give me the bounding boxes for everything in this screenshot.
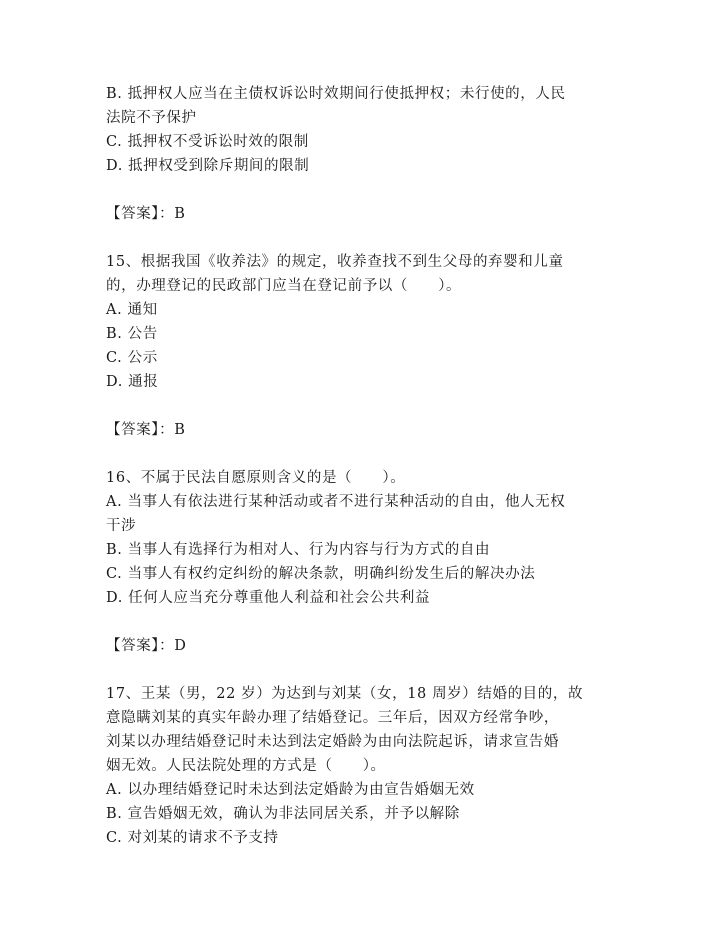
q17-option-c: C. 对刘某的请求不予支持 <box>106 830 279 846</box>
q15-stem-line2: 的，办理登记的民政部门应当在登记前予以（ ）。 <box>106 278 462 294</box>
q17-stem-line4: 姻无效。人民法院处理的方式是（ ）。 <box>106 758 386 774</box>
spacer <box>106 226 616 250</box>
q15-option-d: D. 通报 <box>106 374 159 390</box>
q15-option-c: C. 公示 <box>106 350 158 366</box>
q14-option-b-line1: B. 抵押权人应当在主债权诉讼时效期间行使抵押权；未行使的，人民 <box>106 86 566 102</box>
spacer <box>106 394 616 418</box>
q17-option-b: B. 宣告婚姻无效，确认为非法同居关系，并予以解除 <box>106 806 460 822</box>
spacer <box>106 658 616 682</box>
question-17 <box>106 682 616 850</box>
q15-option-a: A. 通知 <box>106 302 158 318</box>
q16-stem-line1: 16、不属于民法自愿原则含义的是（ ）。 <box>106 470 406 486</box>
spacer <box>106 178 616 202</box>
q17-stem-line3: 刘某以办理结婚登记时未达到法定婚龄为由向法院起诉，请求宣告婚 <box>106 734 559 750</box>
q14-option-c: C. 抵押权不受诉讼时效的限制 <box>106 134 309 150</box>
q16-option-a-line2: 干涉 <box>106 518 137 534</box>
spacer <box>106 610 616 634</box>
q15-option-b: B. 公告 <box>106 326 158 342</box>
exam-page <box>106 82 616 850</box>
question-16 <box>106 466 616 658</box>
question-14-continued <box>106 82 616 226</box>
q16-option-d: D. 任何人应当充分尊重他人利益和社会公共利益 <box>106 590 431 606</box>
q14-option-d: D. 抵押权受到除斥期间的限制 <box>106 158 310 174</box>
q17-stem-line1: 17、王某（男，22 岁）为达到与刘某（女，18 周岁）结婚的目的，故 <box>106 686 584 702</box>
q17-stem-line2: 意隐瞒刘某的真实年龄办理了结婚登记。三年后，因双方经常争吵， <box>106 710 559 726</box>
q15-answer: 【答案】：B <box>106 422 186 438</box>
spacer <box>106 442 616 466</box>
q16-option-b: B. 当事人有选择行为相对人、行为内容与行为方式的自由 <box>106 542 491 558</box>
q16-answer: 【答案】：D <box>106 638 187 654</box>
q14-option-b-line2: 法院不予保护 <box>106 110 197 126</box>
q14-answer: 【答案】：B <box>106 206 186 222</box>
q15-stem-line1: 15、根据我国《收养法》的规定，收养查找不到生父母的弃婴和儿童 <box>106 254 564 270</box>
question-15 <box>106 250 616 442</box>
q17-option-a: A. 以办理结婚登记时未达到法定婚龄为由宣告婚姻无效 <box>106 782 475 798</box>
q16-option-c: C. 当事人有权约定纠纷的解决条款，明确纠纷发生后的解决办法 <box>106 566 536 582</box>
q16-option-a-line1: A. 当事人有依法进行某种活动或者不进行某种活动的自由，他人无权 <box>106 494 566 510</box>
